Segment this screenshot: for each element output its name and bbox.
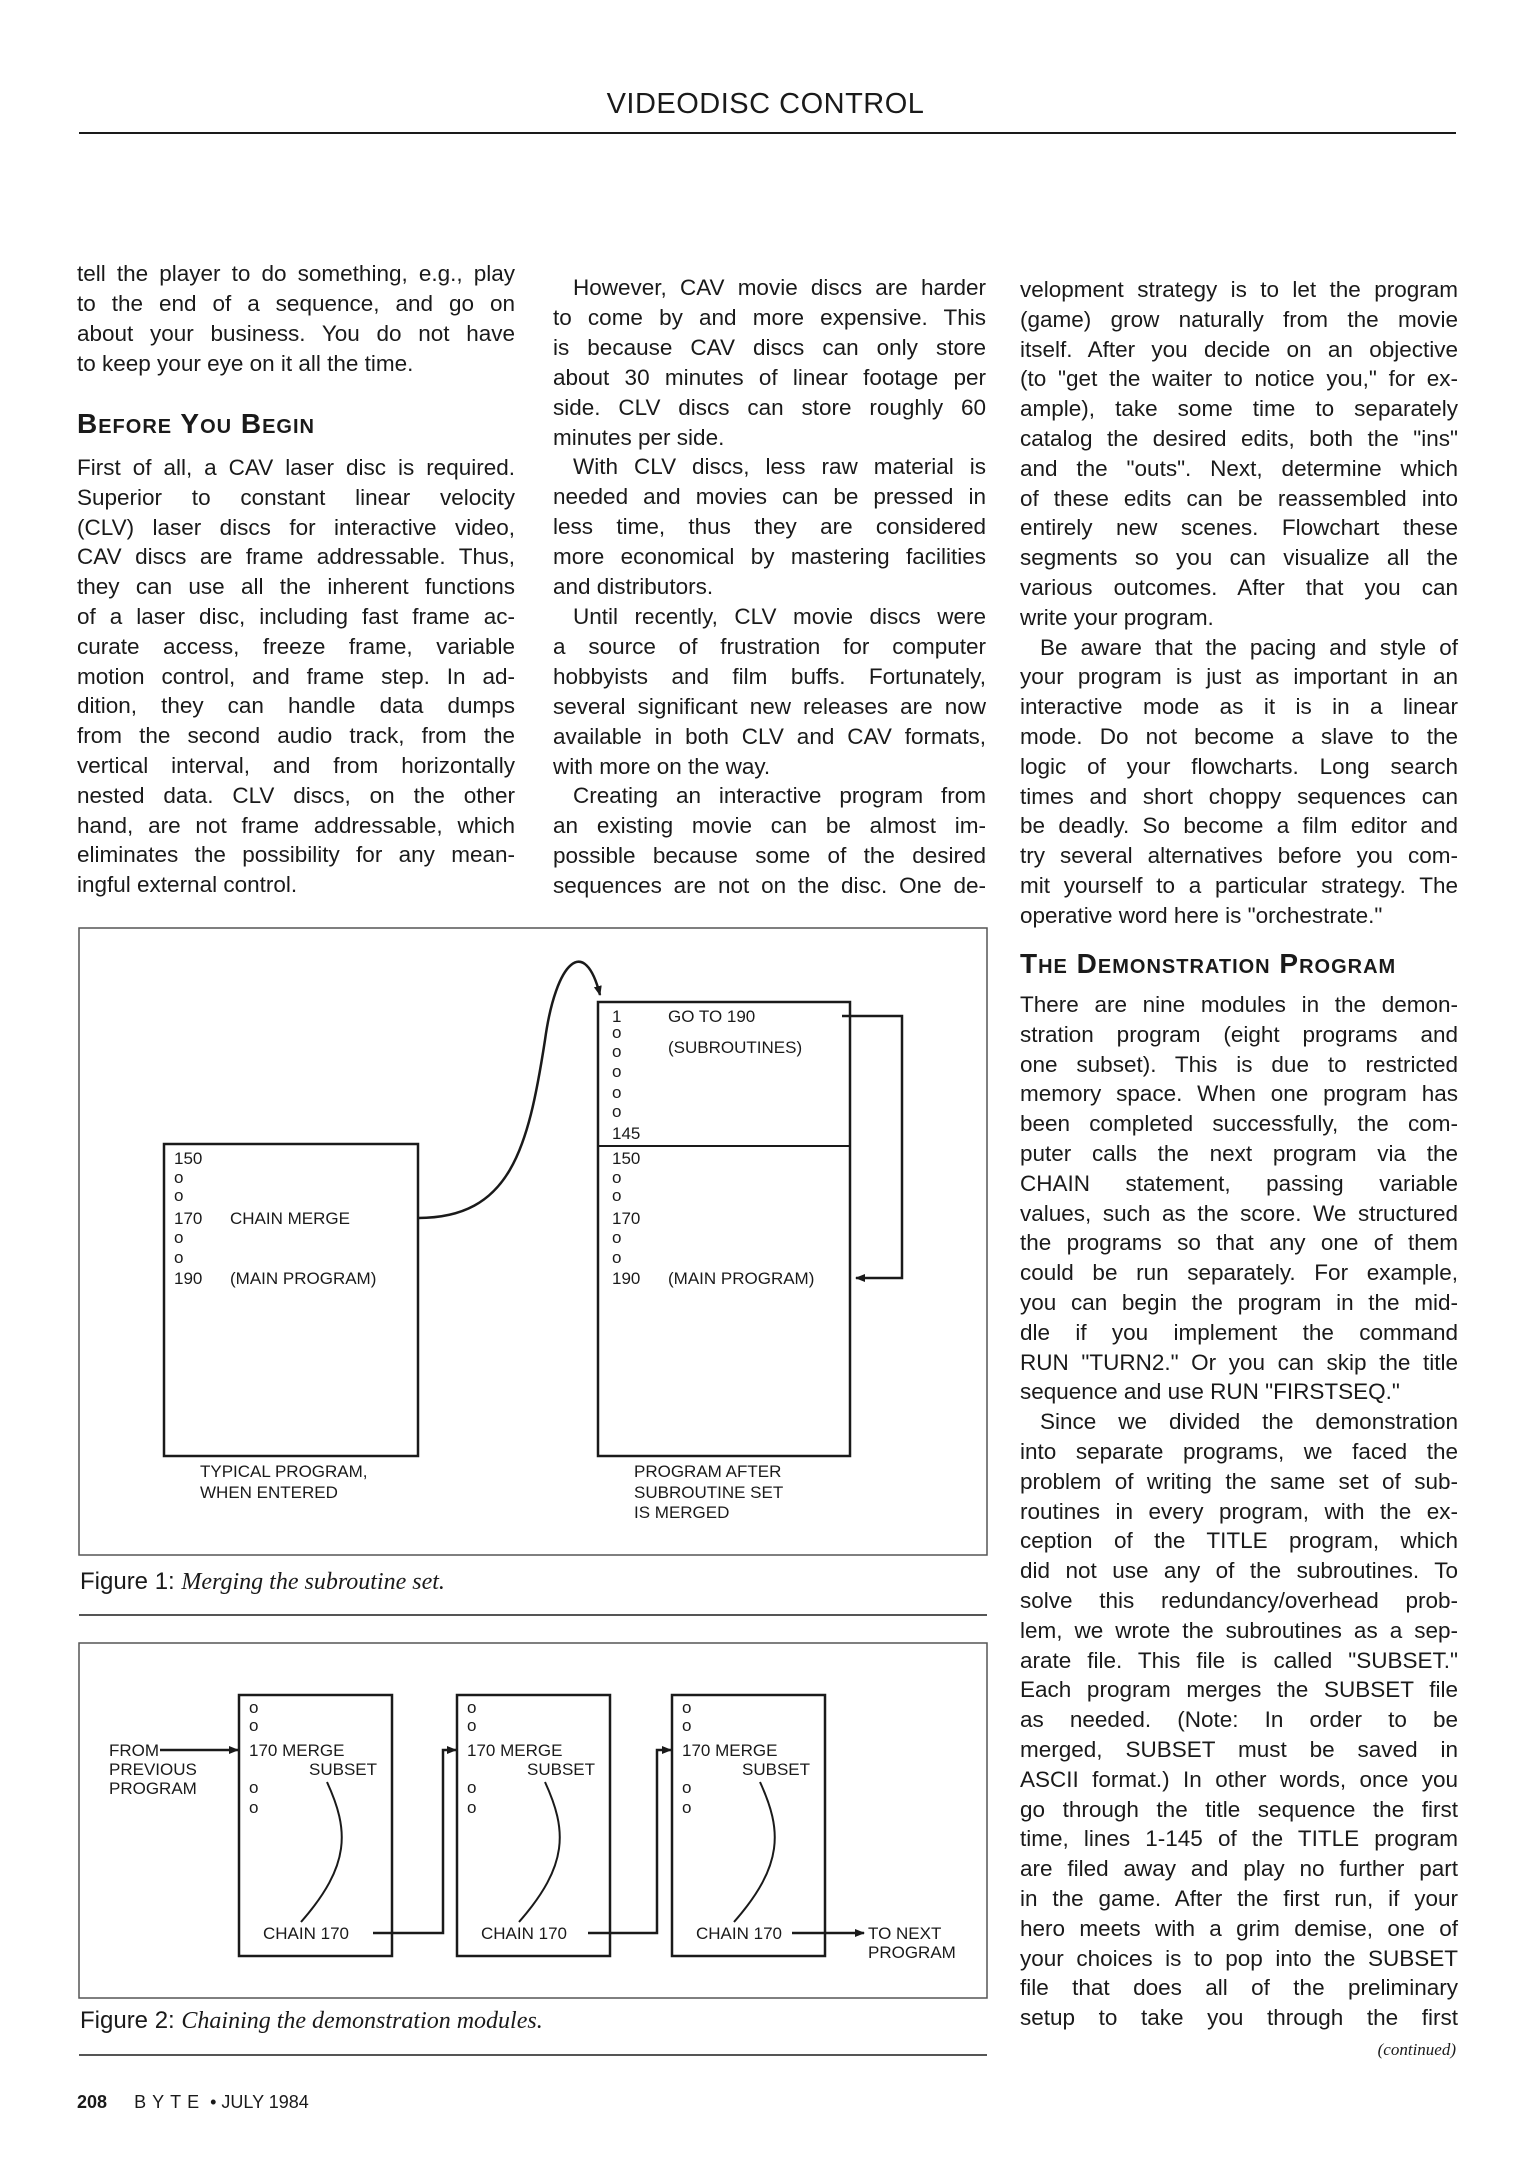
ellipsis-dot: o	[612, 1228, 622, 1247]
box-label: WHEN ENTERED	[200, 1483, 338, 1502]
text-line: needed and movies can be pressed in	[553, 484, 986, 510]
text-line: puter calls the next program via the	[1020, 1140, 1458, 1166]
from-label: FROM	[109, 1741, 160, 1760]
text-line: your choices is to pop into the SUBSET	[1020, 1945, 1458, 1971]
merged-program-box	[598, 1002, 850, 1456]
text-line: stration program (eight programs and	[1020, 1021, 1458, 1047]
text-line: a source of frustration for computer	[553, 633, 986, 659]
text-line: in the game. After the first run, if your	[1020, 1885, 1458, 1911]
text-line: Creating an interactive program from	[573, 783, 986, 809]
ellipsis-dot: o	[682, 1778, 692, 1797]
caption-label: Figure 2:	[80, 2007, 175, 2034]
text-line: nested data. CLV discs, on the other	[77, 782, 515, 808]
program-module	[672, 1695, 825, 1956]
text-line: to keep your eye on it all the time.	[77, 351, 414, 376]
text-line: However, CAV movie discs are harder	[573, 275, 986, 300]
code-statement: (MAIN PROGRAM)	[668, 1269, 815, 1288]
code-statement: (SUBROUTINES)	[668, 1038, 803, 1057]
text-line: ASCII format.) In other words, once you	[1020, 1766, 1458, 1792]
text-line: could be run separately. For example,	[1020, 1260, 1458, 1286]
text-line: as needed. (Note: In order to be	[1020, 1707, 1458, 1733]
text-line: sequences are not on the disc. One de-	[553, 873, 986, 899]
text-line: entirely new scenes. Flowchart these	[1020, 515, 1458, 541]
continued-note: (continued)	[1377, 2040, 1456, 2059]
chain-statement: CHAIN 170	[481, 1924, 567, 1943]
program-module	[457, 1695, 610, 1956]
text-line: operative word here is "orchestrate."	[1020, 902, 1383, 928]
text-line: Superior to constant linear velocity	[77, 484, 515, 510]
ellipsis-dot: o	[682, 1698, 692, 1717]
merge-statement: 170 MERGE	[682, 1741, 778, 1760]
text-line: (CLV) laser discs for interactive video,	[77, 514, 515, 540]
text-line: about your business. You do not have	[77, 321, 515, 346]
text-line: solve this redundancy/overhead prob-	[1020, 1587, 1458, 1613]
box-label: SUBROUTINE SET	[634, 1483, 784, 1502]
merge-arrow	[418, 962, 600, 1218]
line-number: 170	[612, 1209, 641, 1228]
text-line: Until recently, CLV movie discs were	[573, 603, 986, 629]
text-line: interactive mode as it is in a linear	[1020, 694, 1458, 720]
text-line: try several alternatives before you com-	[1020, 843, 1458, 869]
text-line: various outcomes. After that you can	[1020, 574, 1458, 600]
line-number: 150	[612, 1149, 641, 1168]
text-line: possible because some of the desired	[553, 843, 986, 869]
box-label: IS MERGED	[634, 1503, 730, 1522]
text-line: less time, thus they are considered	[553, 514, 986, 540]
text-line: the programs so that any one of them	[1020, 1230, 1458, 1256]
text-line: dle if you implement the command	[1020, 1319, 1458, 1345]
text-line: be deadly. So become a film editor and	[1020, 813, 1458, 839]
text-line: been completed successfully, the com-	[1020, 1111, 1458, 1137]
module-box	[672, 1695, 825, 1956]
text-line: segments so you can visualize all the	[1020, 545, 1458, 571]
text-line: arate file. This file is called "SUBSET."	[1020, 1647, 1458, 1673]
text-line: hobbyists and film buffs. Fortunately,	[553, 663, 986, 689]
ellipsis-dot: o	[612, 1042, 622, 1061]
text-line: side. CLV discs can store roughly 60	[553, 394, 986, 420]
ellipsis-dot: o	[467, 1778, 477, 1797]
text-line: mode. Do not become a slave to the	[1020, 723, 1458, 749]
ellipsis-dot: o	[467, 1716, 477, 1735]
text-line: velopment strategy is to let the program	[1020, 277, 1458, 302]
text-line: they can use all the inherent functions	[77, 574, 515, 600]
module-box	[239, 1695, 392, 1956]
text-line: setup to take you through the first	[1020, 2005, 1458, 2031]
text-line: an existing movie can be almost im-	[553, 813, 986, 839]
ellipsis-dot: o	[249, 1798, 259, 1817]
subset-label: SUBSET	[527, 1760, 596, 1779]
subset-label: SUBSET	[742, 1760, 811, 1779]
text-line: hand, are not frame addressable, which	[77, 812, 515, 838]
text-line: motion control, and frame step. In ad-	[77, 663, 515, 689]
text-line: catalog the desired edits, both the "ins"	[1020, 425, 1458, 451]
ellipsis-dot: o	[612, 1168, 622, 1187]
chain-arrow	[373, 1750, 456, 1933]
chain-arrow	[588, 1750, 671, 1933]
ellipsis-dot: o	[612, 1102, 622, 1121]
page-number: 208	[77, 2092, 108, 2112]
text-line: values, such as the score. We structured	[1020, 1200, 1458, 1226]
text-line: ingful external control.	[77, 872, 298, 898]
text-line: with more on the way.	[553, 753, 771, 779]
to-label: TO NEXT	[868, 1924, 942, 1943]
text-line: itself. After you decide on an objective	[1020, 336, 1458, 362]
line-number: 190	[174, 1269, 203, 1288]
ellipsis-dot: o	[249, 1778, 259, 1797]
ellipsis-dot: o	[612, 1186, 622, 1205]
flow-curve	[301, 1782, 342, 1922]
text-line: of these edits can be reassembled into	[1020, 485, 1458, 511]
text-line: hero meets with a grim demise, one of	[1020, 1915, 1458, 1941]
line-number: 190	[612, 1269, 641, 1288]
text-line: one subset). This is due to restricted	[1020, 1051, 1458, 1077]
section-heading-demonstration-program: The Demonstration Program	[1020, 948, 1397, 979]
ellipsis-dot: o	[612, 1062, 622, 1081]
ellipsis-dot: o	[174, 1248, 184, 1267]
text-line: Each program merges the SUBSET file	[1020, 1677, 1458, 1703]
box-label: PROGRAM AFTER	[634, 1462, 782, 1481]
figure-1	[79, 928, 987, 1555]
running-header: VIDEODISC CONTROL	[606, 88, 925, 120]
to-label: PROGRAM	[868, 1943, 956, 1962]
text-line: eliminates the possibility for any mean-	[77, 842, 515, 868]
ellipsis-dot: o	[612, 1248, 622, 1267]
text-line: write your program.	[1020, 604, 1214, 630]
text-line: curate access, freeze frame, variable	[77, 633, 515, 659]
text-line: you can begin the program in the mid-	[1020, 1289, 1458, 1315]
text-line: dition, they can handle data dumps	[77, 693, 515, 719]
code-statement: GO TO 190	[668, 1007, 756, 1026]
text-line: Be aware that the pacing and style of	[1040, 634, 1458, 660]
ellipsis-dot: o	[682, 1798, 692, 1817]
text-line: more economical by mastering facilities	[553, 544, 986, 570]
text-line: logic of your flowcharts. Long search	[1020, 753, 1458, 779]
text-line: and distributors.	[553, 574, 714, 600]
subset-label: SUBSET	[309, 1760, 378, 1779]
from-label: PROGRAM	[109, 1779, 197, 1798]
text-line: (to "get the waiter to notice you," for ex-	[1020, 366, 1458, 392]
text-line: minutes per side.	[553, 424, 725, 450]
text-line: CAV discs are frame addressable. Thus,	[77, 544, 515, 570]
text-line: There are nine modules in the demon-	[1020, 992, 1458, 1017]
footer-separator: •	[210, 2092, 217, 2112]
program-module	[239, 1695, 392, 1956]
page-footer	[77, 2092, 309, 2113]
caption-label: Figure 1:	[80, 1568, 175, 1595]
text-line: time, lines 1-145 of the TITLE program	[1020, 1826, 1458, 1852]
text-line: of a laser disc, including fast frame ac-	[77, 603, 515, 629]
caption-text: Chaining the demonstration modules.	[181, 2008, 543, 2034]
line-number: 170	[174, 1209, 203, 1228]
flow-curve	[519, 1782, 560, 1922]
text-line: ception of the TITLE program, which	[1020, 1528, 1458, 1554]
text-line: times and short choppy sequences can	[1020, 783, 1458, 809]
line-number: 150	[174, 1149, 203, 1168]
line-number: 1	[612, 1007, 622, 1026]
text-line: to come by and more expensive. This	[553, 304, 986, 330]
issue-date: JULY 1984	[221, 2092, 309, 2112]
text-line: mit yourself to a particular strategy. The	[1020, 872, 1458, 898]
box-label: TYPICAL PROGRAM,	[200, 1462, 368, 1481]
text-line: several significant new releases are now	[553, 693, 986, 719]
text-line: With CLV discs, less raw material is	[573, 454, 986, 480]
text-line: tell the player to do something, e.g., play	[77, 261, 515, 286]
merge-statement: 170 MERGE	[467, 1741, 563, 1760]
code-statement: (MAIN PROGRAM)	[230, 1269, 377, 1288]
code-statement: CHAIN MERGE	[230, 1209, 350, 1228]
text-line: CHAIN statement, passing variable	[1020, 1170, 1458, 1196]
ellipsis-dot: o	[467, 1798, 477, 1817]
ellipsis-dot: o	[612, 1023, 622, 1042]
text-line: to the end of a sequence, and go on	[77, 291, 515, 316]
ellipsis-dot: o	[467, 1698, 477, 1717]
figure-2-caption	[80, 2007, 543, 2035]
text-line: from the second audio track, from the	[77, 723, 515, 749]
text-line: RUN "TURN2." Or you can skip the title	[1020, 1349, 1458, 1375]
text-line: ample), take some time to separately	[1020, 396, 1458, 422]
ellipsis-dot: o	[174, 1228, 184, 1247]
ellipsis-dot: o	[174, 1186, 184, 1205]
ellipsis-dot: o	[174, 1168, 184, 1187]
text-line: are filed away and play no further part	[1020, 1856, 1458, 1882]
ellipsis-dot: o	[249, 1698, 259, 1717]
text-line: and the "outs". Next, determine which	[1020, 455, 1458, 481]
figure-1-caption	[80, 1568, 445, 1596]
from-label: PREVIOUS	[109, 1760, 197, 1779]
section-heading-before-you-begin: Before You Begin	[77, 408, 315, 439]
line-number: 145	[612, 1124, 641, 1143]
ellipsis-dot: o	[612, 1083, 622, 1102]
text-line: did not use any of the subroutines. To	[1020, 1558, 1458, 1584]
text-line: memory space. When one program has	[1020, 1081, 1458, 1107]
figure-2	[79, 1643, 987, 1998]
text-line: into separate programs, we faced the	[1020, 1438, 1458, 1464]
text-line: go through the title sequence the first	[1020, 1796, 1458, 1822]
text-line: available in both CLV and CAV formats,	[553, 723, 986, 749]
text-line: vertical interval, and from horizontally	[77, 752, 515, 778]
module-box	[457, 1695, 610, 1956]
caption-text: Merging the subroutine set.	[181, 1569, 445, 1595]
text-line: (game) grow naturally from the movie	[1020, 306, 1458, 332]
text-line: file that does all of the preliminary	[1020, 1975, 1458, 2001]
text-line: problem of writing the same set of sub-	[1020, 1468, 1458, 1494]
text-line: Since we divided the demonstration	[1040, 1409, 1458, 1435]
chain-statement: CHAIN 170	[696, 1924, 782, 1943]
flow-curve	[734, 1782, 775, 1922]
text-line: sequence and use RUN "FIRSTSEQ."	[1020, 1379, 1400, 1405]
text-line: merged, SUBSET must be saved in	[1020, 1736, 1458, 1762]
typical-program-box	[164, 1144, 418, 1456]
text-line: lem, we wrote the subroutines as a sep-	[1020, 1617, 1458, 1643]
text-line: is because CAV discs can only store	[553, 334, 986, 360]
text-line: First of all, a CAV laser disc is required.	[77, 455, 515, 480]
magazine-name: BYTE	[134, 2092, 206, 2112]
ellipsis-dot: o	[682, 1716, 692, 1735]
text-line: your program is just as important in an	[1020, 664, 1458, 690]
chain-statement: CHAIN 170	[263, 1924, 349, 1943]
text-line: routines in every program, with the ex-	[1020, 1498, 1458, 1524]
merge-statement: 170 MERGE	[249, 1741, 345, 1760]
text-line: about 30 minutes of linear footage per	[553, 364, 986, 390]
ellipsis-dot: o	[249, 1716, 259, 1735]
